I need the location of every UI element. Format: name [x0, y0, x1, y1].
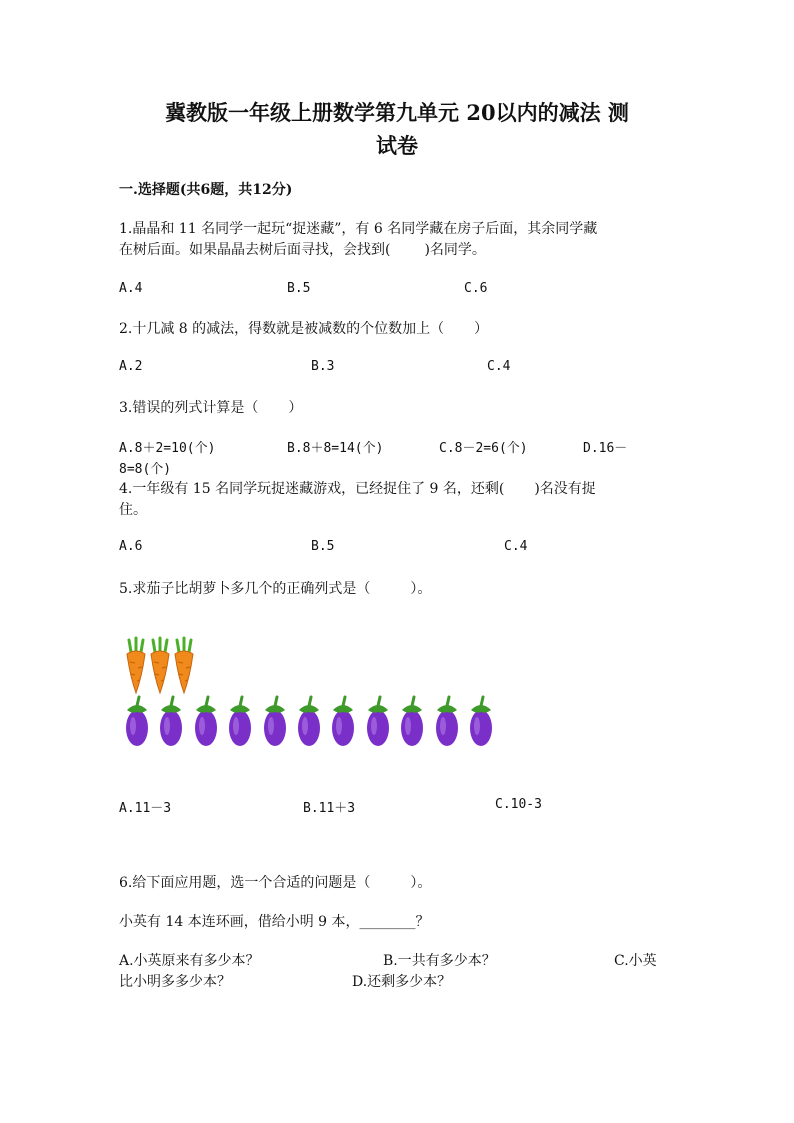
eggplant-icon [434, 696, 460, 748]
eggplant-icon [193, 696, 219, 748]
page-title-continued: 试卷 [376, 133, 418, 158]
question-1-line2 [119, 239, 486, 259]
q3-option-c[interactable]: C.8－2=6(个) [439, 441, 528, 456]
q6-option-c-continued: 比小明多多少本？ [119, 974, 231, 990]
q1-option-a[interactable]: A.4 [119, 281, 143, 296]
q5-option-c[interactable]: C.10-3 [495, 797, 542, 812]
q2-option-b[interactable]: B.3 [311, 359, 335, 374]
page-title: 冀教版一年级上册数学第九单元 20以内的减法 测 [165, 100, 629, 125]
eggplant-icon [365, 696, 391, 748]
q3-option-b[interactable]: B.8＋8=14(个) [287, 441, 384, 456]
question-3 [119, 397, 302, 417]
question-2-text-end: ） [474, 321, 489, 337]
q4-option-b[interactable]: B.5 [311, 539, 335, 554]
question-4-text-end: )名没有捉 [534, 481, 596, 497]
question-5 [119, 578, 431, 598]
q3-option-d[interactable]: D.16－ [583, 441, 628, 456]
question-4-line1 [119, 478, 596, 498]
question-5-text: 5.求茄子比胡萝卜多几个的正确列式是（ [119, 581, 371, 597]
question-6-problem: 小英有 14 本连环画，借给小明 9 本，________？ [119, 914, 430, 930]
question-1-text-end: )名同学。 [424, 242, 486, 258]
q6-option-c[interactable]: C.小英 [614, 953, 657, 969]
q2-option-a[interactable]: A.2 [119, 359, 143, 374]
carrot-icon [149, 638, 171, 694]
q6-option-b[interactable]: B.一共有多少本？ [383, 953, 496, 969]
question-1-line1: 1.晶晶和 11 名同学一起玩“捉迷藏”，有 6 名同学藏在房子后面，其余同学藏 [119, 221, 598, 237]
eggplant-icon [399, 696, 425, 748]
eggplant-icon [262, 696, 288, 748]
question-1-text: 在树后面。如果晶晶去树后面寻找，会找到( [119, 242, 391, 258]
eggplant-icon [296, 696, 322, 748]
eggplant-icon [158, 696, 184, 748]
q6-option-a[interactable]: A.小英原来有多少本？ [119, 953, 260, 969]
q5-option-a[interactable]: A.11－3 [119, 801, 172, 816]
question-3-text: 3.错误的列式计算是（ [119, 400, 259, 416]
question-5-text-end: ）。 [410, 581, 432, 597]
question-6-text: 6.给下面应用题，选一个合适的问题是（ [119, 875, 371, 891]
question-2-text: 2.十几减 8 的减法，得数就是被减数的个位数加上（ [119, 321, 445, 337]
carrot-icon [173, 638, 195, 694]
q4-option-a[interactable]: A.6 [119, 539, 143, 554]
q6-option-d[interactable]: D.还剩多少本？ [352, 974, 452, 990]
q3-option-a[interactable]: A.8＋2=10(个) [119, 441, 216, 456]
question-3-text-end: ） [288, 400, 303, 416]
q1-option-c[interactable]: C.6 [464, 281, 488, 296]
eggplant-icon [330, 696, 356, 748]
question-4-line2: 住。 [119, 502, 147, 518]
question-2 [119, 318, 488, 338]
q3-option-d-continued: 8=8(个) [119, 462, 172, 477]
question-6-text-end: ）。 [410, 875, 432, 891]
q1-option-b[interactable]: B.5 [287, 281, 311, 296]
eggplant-icon [468, 696, 494, 748]
eggplant-icon [227, 696, 253, 748]
question-6 [119, 872, 431, 892]
q5-option-b[interactable]: B.11＋3 [303, 801, 356, 816]
question-4-text: 4.一年级有 15 名同学玩捉迷藏游戏，已经捉住了 9 名，还剩( [119, 481, 505, 497]
eggplant-icon [124, 696, 150, 748]
section-heading: 一.选择题(共6题，共12分) [119, 182, 293, 198]
carrot-icon [125, 638, 147, 694]
q4-option-c[interactable]: C.4 [504, 539, 528, 554]
q2-option-c[interactable]: C.4 [487, 359, 511, 374]
